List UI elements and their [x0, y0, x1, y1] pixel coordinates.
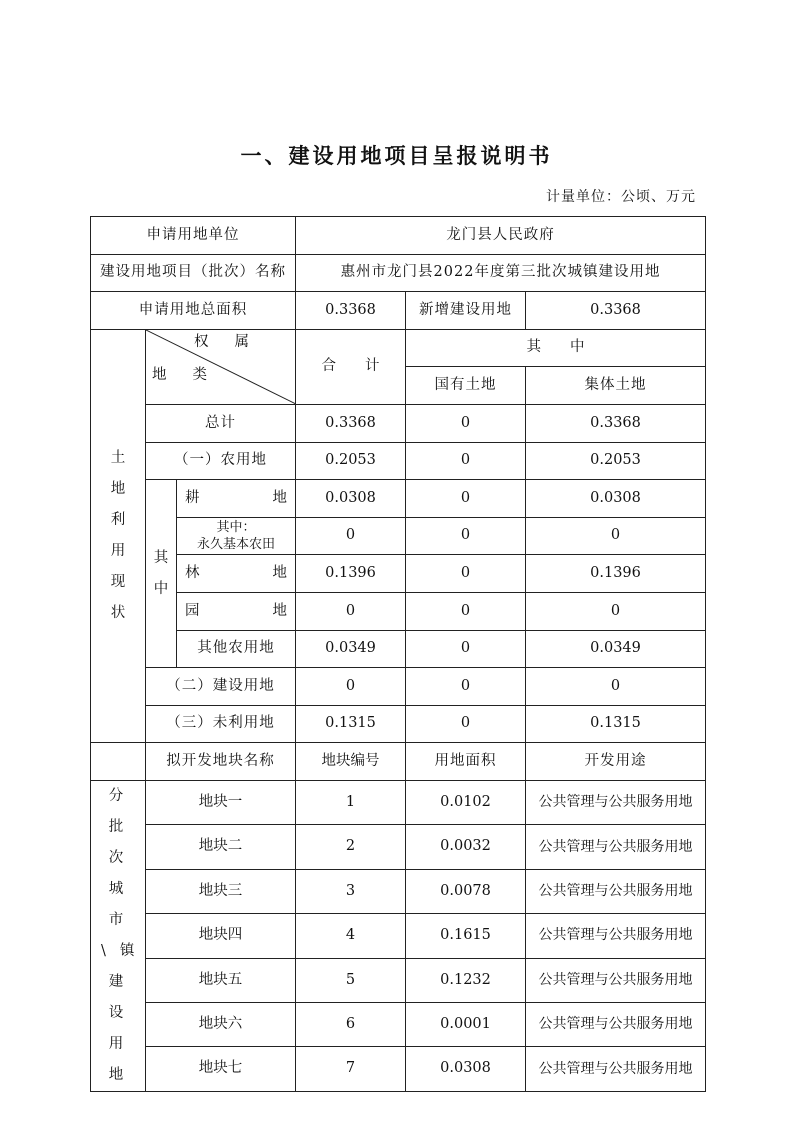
parcel-name: 地块五: [146, 958, 296, 1002]
row-label: 其中： 永久基本农田: [177, 517, 296, 555]
parcel-number: 4: [296, 914, 406, 958]
cell-collective: 0: [526, 517, 706, 555]
cell-total: 0.0308: [296, 480, 406, 518]
land-status-row: [91, 630, 706, 668]
collective-land-header: 集体土地: [526, 367, 706, 405]
parcel-area: 0.0078: [406, 869, 526, 913]
land-type-label: 地类: [152, 366, 233, 383]
cell-collective: 0.1315: [526, 705, 706, 743]
blank-cell: [91, 743, 146, 781]
row-label: 林 地: [177, 555, 296, 593]
cell-state: 0: [406, 404, 526, 442]
parcel-row: [91, 914, 706, 958]
cell-state: 0: [406, 592, 526, 630]
parcel-row: [91, 1003, 706, 1047]
parcel-number-header: 地块编号: [296, 743, 406, 781]
parcel-use: 公共管理与公共服务用地: [526, 1003, 706, 1047]
ownership-label: 权属: [194, 333, 276, 350]
cell-total: 0: [296, 517, 406, 555]
cell-total: 0: [296, 592, 406, 630]
row-label: 园 地: [177, 592, 296, 630]
parcel-area: 0.1615: [406, 914, 526, 958]
page-title: 一、建设用地项目呈报说明书: [240, 144, 553, 168]
cell-state: 0: [406, 668, 526, 706]
cell-state: 0: [406, 555, 526, 593]
parcel-row: [91, 869, 706, 913]
row-label: 其他农用地: [177, 630, 296, 668]
parcel-area: 0.0001: [406, 1003, 526, 1047]
cell-collective: 0.0349: [526, 630, 706, 668]
land-status-row: [91, 592, 706, 630]
parcel-name: 地块七: [146, 1047, 296, 1091]
diagonal-header-cell: [146, 329, 296, 404]
state-land-header: 国有土地: [406, 367, 526, 405]
parcel-use: 公共管理与公共服务用地: [526, 869, 706, 913]
parcel-use-header: 开发用途: [526, 743, 706, 781]
cell-state: 0: [406, 517, 526, 555]
parcel-use: 公共管理与公共服务用地: [526, 914, 706, 958]
parcel-use: 公共管理与公共服务用地: [526, 1047, 706, 1091]
row-label: 耕 地: [177, 480, 296, 518]
cell-state: 0: [406, 480, 526, 518]
cell-collective: 0.0308: [526, 480, 706, 518]
parcel-number: 2: [296, 825, 406, 869]
cell-collective: 0: [526, 668, 706, 706]
parcel-name: 地块二: [146, 825, 296, 869]
project-label: 建设用地项目（批次）名称: [91, 254, 296, 292]
total-column-header: 合 计: [296, 329, 406, 404]
parcel-row: [91, 1047, 706, 1091]
row-label: （一）农用地: [146, 442, 296, 480]
parcel-name: 地块三: [146, 869, 296, 913]
row-label: （三）未利用地: [146, 705, 296, 743]
parcel-area: 0.0032: [406, 825, 526, 869]
parcel-area: 0.1232: [406, 958, 526, 1002]
parcel-number: 3: [296, 869, 406, 913]
land-status-header-row: [91, 329, 706, 367]
land-status-row: [91, 705, 706, 743]
parcel-row: [91, 780, 706, 824]
cell-collective: 0: [526, 592, 706, 630]
total-area-value: 0.3368: [296, 292, 406, 330]
parcel-name: 地块六: [146, 1003, 296, 1047]
parcel-area-header: 用地面积: [406, 743, 526, 781]
applicant-row: [91, 217, 706, 255]
land-status-row: [91, 668, 706, 706]
parcel-area: 0.0102: [406, 780, 526, 824]
parcel-use: 公共管理与公共服务用地: [526, 825, 706, 869]
unit-label: 计量单位：公顷、万元: [546, 189, 696, 205]
new-construction-label: 新增建设用地: [406, 292, 526, 330]
cell-total: 0.3368: [296, 404, 406, 442]
parcel-header-row: [91, 743, 706, 781]
project-value: 惠州市龙门县2022年度第三批次城镇建设用地: [296, 254, 706, 292]
land-status-row: [91, 480, 706, 518]
cell-total: 0.1315: [296, 705, 406, 743]
of-which-side-label: 其 中: [146, 480, 177, 668]
parcel-use: 公共管理与公共服务用地: [526, 780, 706, 824]
total-area-row: [91, 292, 706, 330]
parcel-number: 1: [296, 780, 406, 824]
new-construction-value: 0.3368: [526, 292, 706, 330]
applicant-label: 申请用地单位: [91, 217, 296, 255]
land-application-table: [90, 216, 706, 1092]
land-status-row: [91, 404, 706, 442]
cell-collective: 0.1396: [526, 555, 706, 593]
parcel-row: [91, 825, 706, 869]
cell-state: 0: [406, 630, 526, 668]
cell-total: 0.0349: [296, 630, 406, 668]
cell-collective: 0.3368: [526, 404, 706, 442]
total-area-label: 申请用地总面积: [91, 292, 296, 330]
cell-state: 0: [406, 442, 526, 480]
parcel-use: 公共管理与公共服务用地: [526, 958, 706, 1002]
cell-total: 0.1396: [296, 555, 406, 593]
row-label: （二）建设用地: [146, 668, 296, 706]
cell-total: 0.2053: [296, 442, 406, 480]
parcel-name: 地块四: [146, 914, 296, 958]
parcel-number: 5: [296, 958, 406, 1002]
parcel-number: 7: [296, 1047, 406, 1091]
land-status-row: [91, 442, 706, 480]
cell-state: 0: [406, 705, 526, 743]
cell-total: 0: [296, 668, 406, 706]
of-which-header: 其 中: [406, 329, 706, 367]
land-status-side-label: 土 地 利 用 现 状: [91, 329, 146, 743]
cell-collective: 0.2053: [526, 442, 706, 480]
row-label: 总计: [146, 404, 296, 442]
parcel-name: 地块一: [146, 780, 296, 824]
project-row: [91, 254, 706, 292]
land-status-row: [91, 517, 706, 555]
parcel-number: 6: [296, 1003, 406, 1047]
parcel-name-header: 拟开发地块名称: [146, 743, 296, 781]
applicant-value: 龙门县人民政府: [296, 217, 706, 255]
parcel-row: [91, 958, 706, 1002]
parcel-area: 0.0308: [406, 1047, 526, 1091]
parcel-side-label: 分批 次城 市\镇 建设 用地: [91, 780, 146, 1091]
land-status-row: [91, 555, 706, 593]
